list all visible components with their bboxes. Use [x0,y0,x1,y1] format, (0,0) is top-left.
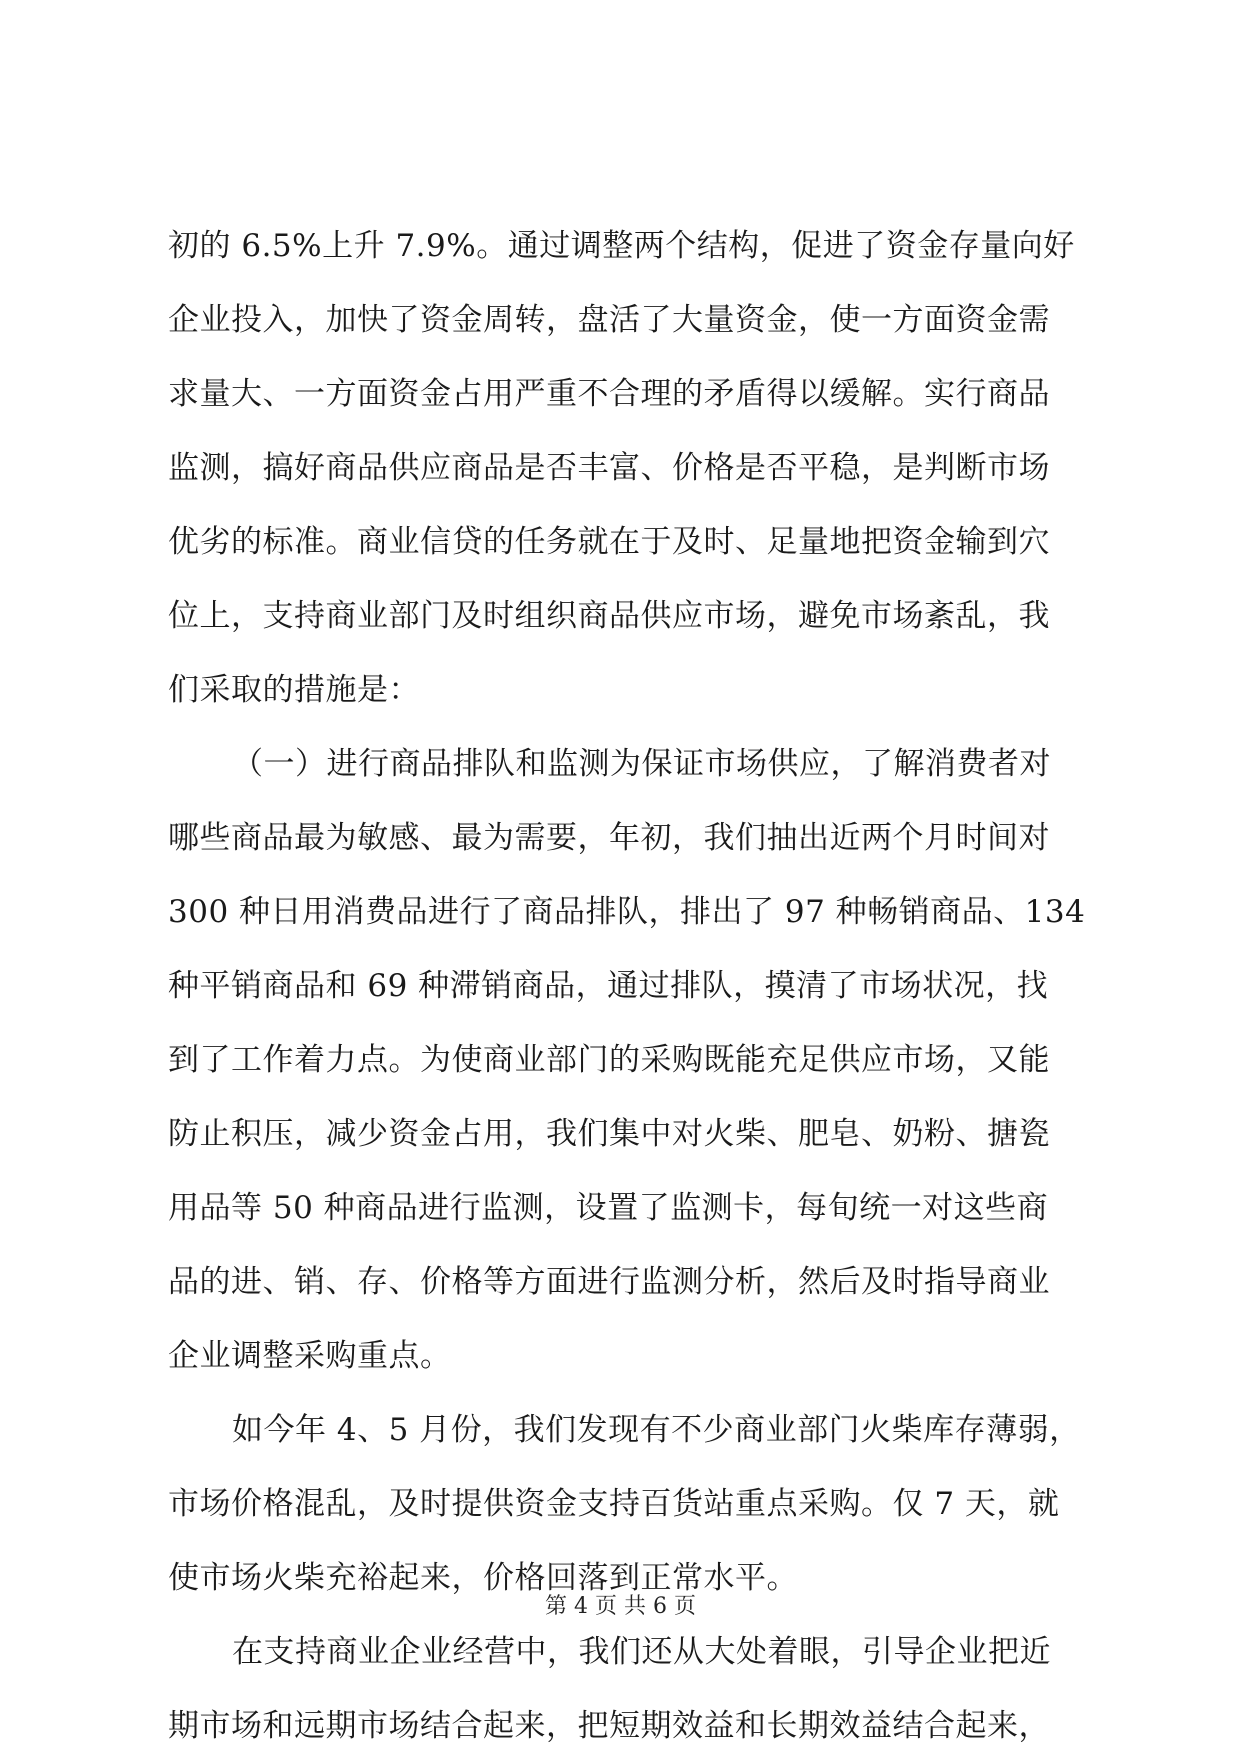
text-line: 企业投入，加快了资金周转，盘活了大量资金，使一方面资金需 [168,302,1050,338]
text-line: 求量大、一方面资金占用严重不合理的矛盾得以缓解。实行商品 [168,376,1050,412]
text-line: 如今年 4、5 月份，我们发现有不少商业部门火柴库存薄弱， [232,1412,1081,1448]
text-line: 位上，支持商业部门及时组织商品供应市场，避免市场紊乱，我 [168,598,1050,634]
page-number-footer: 第 4 页 共 6 页 [545,1594,696,1619]
text-line: 们采取的措施是： [168,672,420,708]
text-line: 防止积压，减少资金占用，我们集中对火柴、肥皂、奶粉、搪瓷 [168,1116,1050,1152]
text-line: 哪些商品最为敏感、最为需要，年初，我们抽出近两个月时间对 [168,820,1050,856]
text-line: 在支持商业企业经营中，我们还从大处着眼，引导企业把近 [232,1634,1051,1670]
text-line: 300 种日用消费品进行了商品排队，排出了 97 种畅销商品、134 [168,894,1086,930]
text-line: 优劣的标准。商业信贷的任务就在于及时、足量地把资金输到穴 [168,524,1050,560]
text-line: 种平销商品和 69 种滞销商品，通过排队，摸清了市场状况，找 [168,968,1049,1004]
text-line: 监测，搞好商品供应商品是否丰富、价格是否平稳，是判断市场 [168,450,1050,486]
text-line: 企业调整采购重点。 [168,1338,452,1374]
text-line: 用品等 50 种商品进行监测，设置了监测卡，每旬统一对这些商 [168,1190,1049,1226]
text-line: 市场价格混乱，及时提供资金支持百货站重点采购。仅 7 天，就 [168,1486,1060,1522]
text-line: 期市场和远期市场结合起来，把短期效益和长期效益结合起来， [168,1708,1050,1744]
text-line: 初的 6.5%上升 7.9%。通过调整两个结构，促进了资金存量向好 [168,228,1075,264]
text-line: 使市场火柴充裕起来，价格回落到正常水平。 [168,1560,798,1596]
text-line: （一）进行商品排队和监测为保证市场供应，了解消费者对 [232,746,1051,782]
text-line: 到了工作着力点。为使商业部门的采购既能充足供应市场，又能 [168,1042,1050,1078]
text-line: 品的进、销、存、价格等方面进行监测分析，然后及时指导商业 [168,1264,1050,1300]
